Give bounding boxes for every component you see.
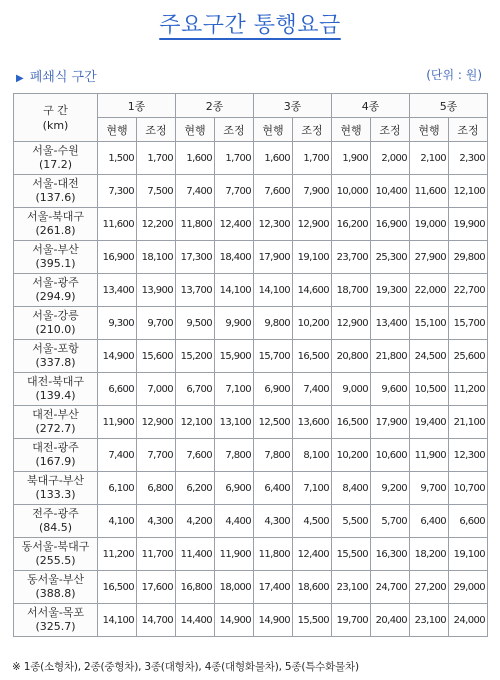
section-distance: (395.1) <box>35 257 76 270</box>
current-fee-cell: 23,700 <box>332 241 371 274</box>
table-row <box>14 505 488 538</box>
current-fee-cell: 9,700 <box>410 472 449 505</box>
current-fee-cell: 15,700 <box>254 340 293 373</box>
adjusted-fee-cell: 7,700 <box>137 439 176 472</box>
adjusted-fee-cell: 11,200 <box>449 373 488 406</box>
section-header-unit: (km) <box>42 118 69 132</box>
section-name: 서울-북대구 <box>26 210 85 223</box>
adjusted-fee-cell: 10,400 <box>371 175 410 208</box>
current-fee-cell: 5,500 <box>332 505 371 538</box>
section-cell <box>14 241 98 274</box>
current-fee-cell: 7,400 <box>176 175 215 208</box>
current-fee-cell: 6,700 <box>176 373 215 406</box>
current-fee-cell: 8,400 <box>332 472 371 505</box>
adjusted-fee-cell: 7,100 <box>215 373 254 406</box>
section-distance: (139.4) <box>35 389 76 402</box>
subhead <box>16 66 97 85</box>
table-row <box>14 274 488 307</box>
section-cell <box>14 406 98 439</box>
adjusted-fee-cell: 11,700 <box>137 538 176 571</box>
section-cell <box>14 472 98 505</box>
section-name: 서울-대전 <box>32 177 79 190</box>
current-fee-cell: 1,600 <box>176 142 215 175</box>
class-header: 1종 <box>98 94 176 118</box>
section-distance: (84.5) <box>38 521 73 534</box>
current-fee-cell: 27,900 <box>410 241 449 274</box>
adjusted-fee-cell: 12,100 <box>449 175 488 208</box>
adjusted-fee-cell: 25,600 <box>449 340 488 373</box>
adjusted-fee-cell: 25,300 <box>371 241 410 274</box>
current-fee-cell: 6,600 <box>98 373 137 406</box>
section-distance: (388.8) <box>35 587 76 600</box>
adjusted-fee-cell: 10,700 <box>449 472 488 505</box>
current-fee-cell: 2,100 <box>410 142 449 175</box>
section-name: 서울-포항 <box>32 342 79 355</box>
table-row <box>14 439 488 472</box>
section-cell <box>14 439 98 472</box>
current-fee-cell: 15,100 <box>410 307 449 340</box>
table-body <box>14 142 488 637</box>
adjusted-header: 조정 <box>215 118 254 142</box>
current-header: 현행 <box>332 118 371 142</box>
section-cell <box>14 604 98 637</box>
section-cell <box>14 307 98 340</box>
current-fee-cell: 10,500 <box>410 373 449 406</box>
section-distance: (294.9) <box>35 290 76 303</box>
current-fee-cell: 6,100 <box>98 472 137 505</box>
current-fee-cell: 9,300 <box>98 307 137 340</box>
section-cell <box>14 175 98 208</box>
adjusted-fee-cell: 18,100 <box>137 241 176 274</box>
adjusted-fee-cell: 24,700 <box>371 571 410 604</box>
current-fee-cell: 12,300 <box>254 208 293 241</box>
adjusted-fee-cell: 7,100 <box>293 472 332 505</box>
section-cell <box>14 340 98 373</box>
table-row <box>14 472 488 505</box>
current-fee-cell: 14,900 <box>254 604 293 637</box>
current-fee-cell: 9,800 <box>254 307 293 340</box>
section-distance: (133.3) <box>35 488 76 501</box>
section-name: 대전-부산 <box>32 408 79 421</box>
adjusted-fee-cell: 8,100 <box>293 439 332 472</box>
adjusted-fee-cell: 15,900 <box>215 340 254 373</box>
adjusted-fee-cell: 19,100 <box>293 241 332 274</box>
current-fee-cell: 23,100 <box>410 604 449 637</box>
current-fee-cell: 9,500 <box>176 307 215 340</box>
section-cell <box>14 142 98 175</box>
adjusted-fee-cell: 29,000 <box>449 571 488 604</box>
adjusted-fee-cell: 20,400 <box>371 604 410 637</box>
page-title: 주요구간 통행요금 <box>159 13 341 38</box>
current-fee-cell: 11,800 <box>254 538 293 571</box>
current-fee-cell: 11,200 <box>98 538 137 571</box>
adjusted-fee-cell: 12,900 <box>293 208 332 241</box>
adjusted-fee-cell: 9,900 <box>215 307 254 340</box>
adjusted-fee-cell: 13,900 <box>137 274 176 307</box>
section-cell <box>14 274 98 307</box>
current-fee-cell: 14,100 <box>254 274 293 307</box>
adjusted-fee-cell: 6,900 <box>215 472 254 505</box>
current-fee-cell: 16,200 <box>332 208 371 241</box>
adjusted-header: 조정 <box>371 118 410 142</box>
current-fee-cell: 4,300 <box>254 505 293 538</box>
section-name: 북대구-부산 <box>26 474 85 487</box>
adjusted-fee-cell: 29,800 <box>449 241 488 274</box>
toll-fee-table <box>13 93 488 637</box>
section-distance: (325.7) <box>35 620 76 633</box>
current-fee-cell: 18,700 <box>332 274 371 307</box>
section-name: 서울-수원 <box>32 144 79 157</box>
current-fee-cell: 11,600 <box>98 208 137 241</box>
subhead-text: 폐쇄식 구간 <box>29 70 97 85</box>
current-fee-cell: 14,900 <box>98 340 137 373</box>
section-distance: (137.6) <box>35 191 76 204</box>
current-fee-cell: 1,500 <box>98 142 137 175</box>
current-fee-cell: 11,900 <box>98 406 137 439</box>
table-row <box>14 538 488 571</box>
current-fee-cell: 24,500 <box>410 340 449 373</box>
current-fee-cell: 6,900 <box>254 373 293 406</box>
section-name: 동서울-부산 <box>26 573 85 586</box>
current-fee-cell: 16,800 <box>176 571 215 604</box>
adjusted-fee-cell: 12,400 <box>293 538 332 571</box>
table-row <box>14 406 488 439</box>
current-fee-cell: 16,500 <box>98 571 137 604</box>
adjusted-fee-cell: 17,900 <box>371 406 410 439</box>
adjusted-fee-cell: 7,900 <box>293 175 332 208</box>
section-cell <box>14 538 98 571</box>
section-cell <box>14 373 98 406</box>
section-name: 동서울-북대구 <box>21 540 90 553</box>
adjusted-fee-cell: 12,400 <box>215 208 254 241</box>
adjusted-fee-cell: 6,800 <box>137 472 176 505</box>
section-distance: (167.9) <box>35 455 76 468</box>
current-fee-cell: 7,400 <box>98 439 137 472</box>
adjusted-fee-cell: 14,900 <box>215 604 254 637</box>
class-header: 3종 <box>254 94 332 118</box>
current-fee-cell: 11,900 <box>410 439 449 472</box>
current-fee-cell: 11,400 <box>176 538 215 571</box>
current-fee-cell: 12,500 <box>254 406 293 439</box>
current-fee-cell: 19,000 <box>410 208 449 241</box>
adjusted-fee-cell: 19,300 <box>371 274 410 307</box>
unit-label: (단위 : 원) <box>426 68 482 82</box>
current-fee-cell: 13,400 <box>98 274 137 307</box>
adjusted-fee-cell: 18,000 <box>215 571 254 604</box>
table-row <box>14 175 488 208</box>
adjusted-fee-cell: 19,100 <box>449 538 488 571</box>
table-row <box>14 307 488 340</box>
adjusted-fee-cell: 1,700 <box>137 142 176 175</box>
adjusted-fee-cell: 7,000 <box>137 373 176 406</box>
adjusted-fee-cell: 10,600 <box>371 439 410 472</box>
current-fee-cell: 6,400 <box>254 472 293 505</box>
current-fee-cell: 14,100 <box>98 604 137 637</box>
current-fee-cell: 10,000 <box>332 175 371 208</box>
current-fee-cell: 1,600 <box>254 142 293 175</box>
adjusted-fee-cell: 18,400 <box>215 241 254 274</box>
header-row-classes <box>14 94 488 118</box>
current-fee-cell: 19,700 <box>332 604 371 637</box>
section-distance: (17.2) <box>38 158 73 171</box>
adjusted-fee-cell: 14,100 <box>215 274 254 307</box>
adjusted-fee-cell: 1,700 <box>215 142 254 175</box>
current-fee-cell: 4,200 <box>176 505 215 538</box>
current-fee-cell: 12,900 <box>332 307 371 340</box>
class-header: 2종 <box>176 94 254 118</box>
current-fee-cell: 12,100 <box>176 406 215 439</box>
current-fee-cell: 20,800 <box>332 340 371 373</box>
adjusted-fee-cell: 17,600 <box>137 571 176 604</box>
section-distance: (272.7) <box>35 422 76 435</box>
table-row <box>14 340 488 373</box>
current-fee-cell: 9,000 <box>332 373 371 406</box>
adjusted-fee-cell: 16,300 <box>371 538 410 571</box>
adjusted-fee-cell: 7,800 <box>215 439 254 472</box>
section-name: 서울-강릉 <box>32 309 79 322</box>
adjusted-fee-cell: 5,700 <box>371 505 410 538</box>
adjusted-fee-cell: 7,500 <box>137 175 176 208</box>
section-name: 대전-북대구 <box>26 375 85 388</box>
adjusted-fee-cell: 14,600 <box>293 274 332 307</box>
current-fee-cell: 7,800 <box>254 439 293 472</box>
current-header: 현행 <box>176 118 215 142</box>
adjusted-fee-cell: 4,500 <box>293 505 332 538</box>
adjusted-fee-cell: 6,600 <box>449 505 488 538</box>
adjusted-fee-cell: 13,400 <box>371 307 410 340</box>
adjusted-fee-cell: 19,900 <box>449 208 488 241</box>
adjusted-fee-cell: 21,800 <box>371 340 410 373</box>
section-header <box>14 94 98 142</box>
adjusted-fee-cell: 15,700 <box>449 307 488 340</box>
table-row <box>14 241 488 274</box>
adjusted-fee-cell: 14,700 <box>137 604 176 637</box>
adjusted-fee-cell: 10,200 <box>293 307 332 340</box>
current-fee-cell: 6,400 <box>410 505 449 538</box>
section-name: 서울-부산 <box>32 243 79 256</box>
current-header: 현행 <box>410 118 449 142</box>
current-fee-cell: 13,700 <box>176 274 215 307</box>
adjusted-fee-cell: 12,900 <box>137 406 176 439</box>
current-fee-cell: 18,200 <box>410 538 449 571</box>
current-fee-cell: 17,400 <box>254 571 293 604</box>
section-name: 전주-광주 <box>32 507 79 520</box>
adjusted-header: 조정 <box>293 118 332 142</box>
current-fee-cell: 22,000 <box>410 274 449 307</box>
current-fee-cell: 17,300 <box>176 241 215 274</box>
current-fee-cell: 7,600 <box>254 175 293 208</box>
current-fee-cell: 15,500 <box>332 538 371 571</box>
current-header: 현행 <box>254 118 293 142</box>
current-fee-cell: 19,400 <box>410 406 449 439</box>
adjusted-header: 조정 <box>449 118 488 142</box>
table-row <box>14 208 488 241</box>
section-distance: (255.5) <box>35 554 76 567</box>
adjusted-fee-cell: 2,000 <box>371 142 410 175</box>
current-fee-cell: 7,600 <box>176 439 215 472</box>
current-fee-cell: 27,200 <box>410 571 449 604</box>
current-fee-cell: 15,200 <box>176 340 215 373</box>
current-fee-cell: 1,900 <box>332 142 371 175</box>
adjusted-fee-cell: 7,700 <box>215 175 254 208</box>
adjusted-fee-cell: 1,700 <box>293 142 332 175</box>
title-wrap <box>0 8 500 39</box>
section-name: 서울-광주 <box>32 276 79 289</box>
current-fee-cell: 14,400 <box>176 604 215 637</box>
current-fee-cell: 16,500 <box>332 406 371 439</box>
adjusted-fee-cell: 9,600 <box>371 373 410 406</box>
adjusted-fee-cell: 12,200 <box>137 208 176 241</box>
section-header-label: 구 간 <box>43 103 68 117</box>
adjusted-fee-cell: 22,700 <box>449 274 488 307</box>
triangle-right-icon: ▶ <box>16 73 24 84</box>
section-cell <box>14 571 98 604</box>
adjusted-fee-cell: 12,300 <box>449 439 488 472</box>
current-fee-cell: 11,800 <box>176 208 215 241</box>
adjusted-fee-cell: 9,700 <box>137 307 176 340</box>
section-name: 대전-광주 <box>32 441 79 454</box>
table-row <box>14 373 488 406</box>
current-fee-cell: 10,200 <box>332 439 371 472</box>
adjusted-fee-cell: 24,000 <box>449 604 488 637</box>
table-row <box>14 604 488 637</box>
current-fee-cell: 16,900 <box>98 241 137 274</box>
section-distance: (337.8) <box>35 356 76 369</box>
current-fee-cell: 23,100 <box>332 571 371 604</box>
class-header: 5종 <box>410 94 488 118</box>
footnote: ※ 1종(소형차), 2종(중형차), 3종(대형차), 4종(대형화물차), 5종(특수화물차) <box>12 661 359 673</box>
section-distance: (261.8) <box>35 224 76 237</box>
adjusted-fee-cell: 13,600 <box>293 406 332 439</box>
current-fee-cell: 4,100 <box>98 505 137 538</box>
adjusted-fee-cell: 15,600 <box>137 340 176 373</box>
current-fee-cell: 6,200 <box>176 472 215 505</box>
class-header: 4종 <box>332 94 410 118</box>
adjusted-fee-cell: 4,400 <box>215 505 254 538</box>
adjusted-fee-cell: 4,300 <box>137 505 176 538</box>
adjusted-fee-cell: 11,900 <box>215 538 254 571</box>
adjusted-fee-cell: 2,300 <box>449 142 488 175</box>
adjusted-header: 조정 <box>137 118 176 142</box>
adjusted-fee-cell: 16,500 <box>293 340 332 373</box>
adjusted-fee-cell: 16,900 <box>371 208 410 241</box>
table-row <box>14 571 488 604</box>
table-row <box>14 142 488 175</box>
adjusted-fee-cell: 21,100 <box>449 406 488 439</box>
adjusted-fee-cell: 9,200 <box>371 472 410 505</box>
section-cell <box>14 505 98 538</box>
adjusted-fee-cell: 13,100 <box>215 406 254 439</box>
current-header: 현행 <box>98 118 137 142</box>
adjusted-fee-cell: 7,400 <box>293 373 332 406</box>
adjusted-fee-cell: 18,600 <box>293 571 332 604</box>
section-name: 서서울-목포 <box>26 606 85 619</box>
current-fee-cell: 17,900 <box>254 241 293 274</box>
current-fee-cell: 11,600 <box>410 175 449 208</box>
section-distance: (210.0) <box>35 323 76 336</box>
section-cell <box>14 208 98 241</box>
adjusted-fee-cell: 15,500 <box>293 604 332 637</box>
current-fee-cell: 7,300 <box>98 175 137 208</box>
